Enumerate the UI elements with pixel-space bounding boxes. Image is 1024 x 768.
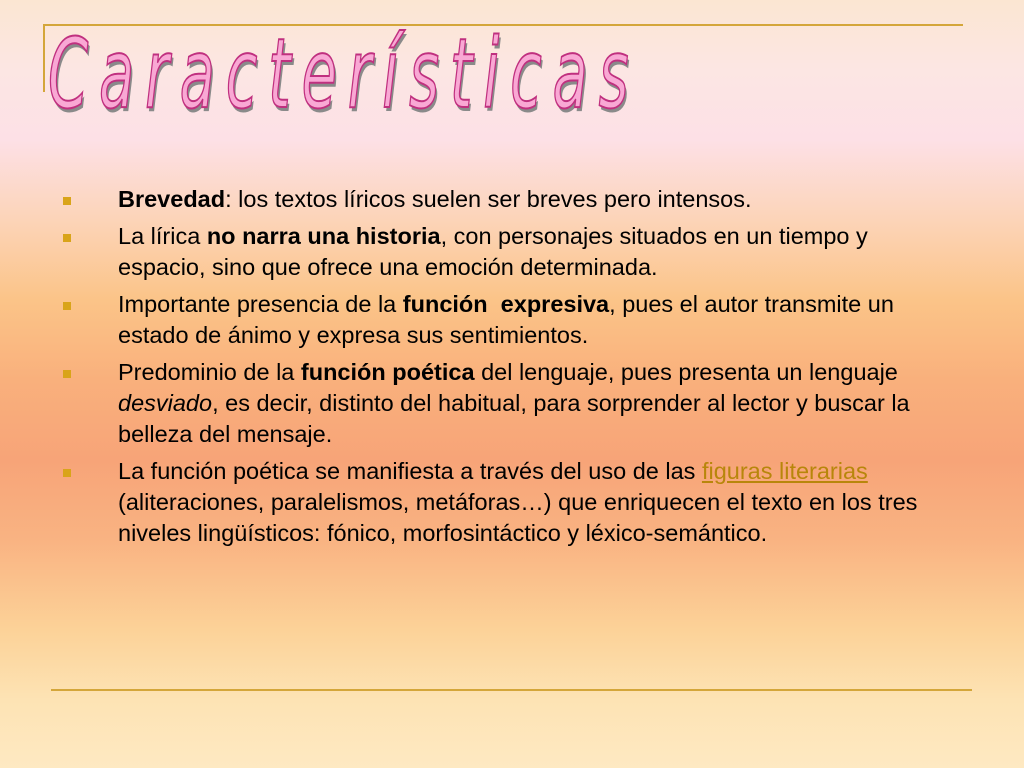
square-bullet-icon <box>63 234 71 242</box>
bullet-item-funcion-expresiva <box>60 289 960 351</box>
bullet-item-figuras-literarias <box>60 456 960 549</box>
bullet-text: (aliteraciones, paralelismos, metáforas…) que enriquecen el texto en los tres niveles lingüísticos: fónico, morfosintáctico y léxico-semántico. <box>118 489 918 546</box>
bullet-text: del lenguaje, pues presenta un lenguaje <box>474 359 898 385</box>
square-bullet-icon <box>63 302 71 310</box>
frame-left-line <box>43 24 45 92</box>
square-bullet-icon <box>63 469 71 477</box>
bullet-text: , pues el autor transmite un estado de ánimo y expresa sus sentimientos. <box>118 291 894 348</box>
slide-title: Características <box>48 18 640 130</box>
bullet-text: Importante presencia de la <box>118 291 403 317</box>
square-bullet-icon <box>63 197 71 205</box>
square-bullet-icon <box>63 370 71 378</box>
bullet-text: La lírica <box>118 223 207 249</box>
bullet-item-brevedad <box>60 184 960 215</box>
bullet-text: , es decir, distinto del habitual, para sorprender al lector y buscar la belleza del mensaje. <box>118 390 910 447</box>
bullet-text: , con personajes situados en un tiempo y espacio, sino que ofrece una emoción determinada. <box>118 223 868 280</box>
frame-bottom-line <box>51 689 972 691</box>
bullet-item-funcion-poetica <box>60 357 960 450</box>
bullet-bold-term: función poética <box>300 359 475 385</box>
bullet-text: La función poética se manifiesta a través del uso de las <box>118 458 702 484</box>
bullet-bold-term: Brevedad <box>118 186 226 212</box>
bullet-bold-term: no narra una historia <box>206 223 441 249</box>
bullet-bold-term: función expresiva <box>402 291 610 317</box>
bullet-italic-term: desviado <box>118 390 213 416</box>
bullet-text: Predominio de la <box>118 359 301 385</box>
figuras-literarias-link[interactable]: figuras literarias <box>701 458 868 484</box>
bullet-list <box>60 184 960 555</box>
bullet-text: : los textos líricos suelen ser breves pero intensos. <box>225 186 752 212</box>
bullet-item-no-narra <box>60 221 960 283</box>
